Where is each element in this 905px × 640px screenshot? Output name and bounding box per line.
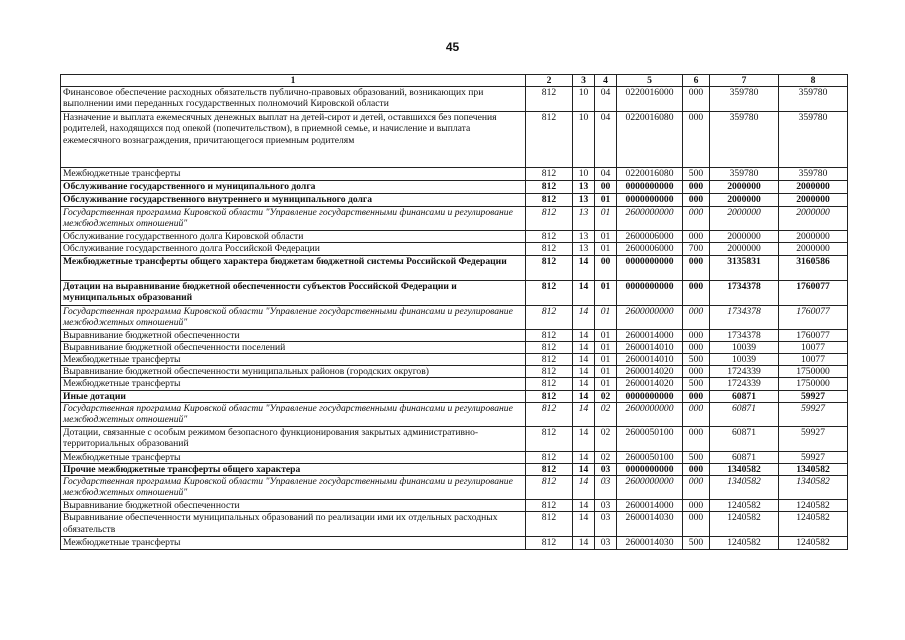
row-expense-type: 000 <box>683 207 710 231</box>
row-expense-type: 000 <box>683 181 710 194</box>
row-amount-year2: 59927 <box>779 426 848 451</box>
row-subsection: 01 <box>595 305 617 329</box>
row-target-item: 2600014020 <box>617 378 683 390</box>
row-expense-type: 000 <box>683 280 710 305</box>
row-amount-year1: 10039 <box>710 354 779 366</box>
header-col-4: 4 <box>595 75 617 87</box>
table-row <box>61 168 848 181</box>
row-amount-year1: 2000000 <box>710 181 779 194</box>
row-expense-type: 000 <box>683 512 710 537</box>
row-amount-year2: 359780 <box>779 168 848 181</box>
row-subsection: 04 <box>595 168 617 181</box>
row-admin-code: 812 <box>526 280 573 305</box>
row-target-item: 2600000000 <box>617 402 683 426</box>
table-row <box>61 537 848 549</box>
row-target-item: 2600014030 <box>617 512 683 537</box>
row-name: Межбюджетные трансферты <box>61 168 526 181</box>
budget-table <box>60 74 848 550</box>
row-admin-code: 812 <box>526 194 573 207</box>
row-admin-code: 812 <box>526 255 573 280</box>
row-amount-year2: 1760077 <box>779 329 848 341</box>
row-section: 13 <box>573 207 595 231</box>
row-amount-year1: 60871 <box>710 426 779 451</box>
row-target-item: 2600014030 <box>617 537 683 549</box>
table-row <box>61 354 848 366</box>
row-section: 14 <box>573 354 595 366</box>
row-name: Финансовое обеспечение расходных обязательств публично-правовых образований, возникающих при выполнении ими переданных государственных полномочий Кировской области <box>61 87 526 112</box>
header-col-2: 2 <box>526 75 573 87</box>
row-expense-type: 000 <box>683 329 710 341</box>
row-amount-year2: 1750000 <box>779 366 848 378</box>
table-row <box>61 280 848 305</box>
row-target-item: 2600014000 <box>617 500 683 512</box>
row-amount-year1: 1724339 <box>710 366 779 378</box>
row-amount-year1: 1240582 <box>710 500 779 512</box>
row-name: Обслуживание государственного и муниципального долга <box>61 181 526 194</box>
row-amount-year1: 1340582 <box>710 464 779 476</box>
row-target-item: 0220016080 <box>617 168 683 181</box>
table-row <box>61 366 848 378</box>
row-amount-year1: 359780 <box>710 112 779 168</box>
row-name: Государственная программа Кировской области "Управление государственными финансами и регулирование межбюджетных отношений" <box>61 402 526 426</box>
row-section: 14 <box>573 378 595 390</box>
table-row <box>61 255 848 280</box>
row-section: 13 <box>573 194 595 207</box>
row-amount-year2: 1340582 <box>779 476 848 500</box>
row-amount-year1: 1734378 <box>710 329 779 341</box>
row-admin-code: 812 <box>526 476 573 500</box>
table-row <box>61 231 848 243</box>
row-admin-code: 812 <box>526 426 573 451</box>
row-name: Государственная программа Кировской области "Управление государственными финансами и регулирование межбюджетных отношений" <box>61 305 526 329</box>
row-expense-type: 500 <box>683 537 710 549</box>
row-amount-year2: 1760077 <box>779 280 848 305</box>
row-amount-year1: 359780 <box>710 168 779 181</box>
row-expense-type: 000 <box>683 341 710 353</box>
row-amount-year2: 2000000 <box>779 194 848 207</box>
row-target-item: 2600000000 <box>617 476 683 500</box>
row-expense-type: 000 <box>683 305 710 329</box>
row-section: 10 <box>573 87 595 112</box>
row-name: Дотации, связанные с особым режимом безопасного функционирования закрытых административно-территориальных образований <box>61 426 526 451</box>
header-col-1: 1 <box>61 75 526 87</box>
row-admin-code: 812 <box>526 390 573 402</box>
header-col-3: 3 <box>573 75 595 87</box>
row-target-item: 2600050100 <box>617 451 683 463</box>
row-subsection: 02 <box>595 451 617 463</box>
row-section: 14 <box>573 512 595 537</box>
row-section: 14 <box>573 390 595 402</box>
page-number: 45 <box>445 40 460 54</box>
row-admin-code: 812 <box>526 464 573 476</box>
header-col-7: 7 <box>710 75 779 87</box>
row-subsection: 02 <box>595 426 617 451</box>
row-section: 14 <box>573 255 595 280</box>
row-name: Межбюджетные трансферты общего характера бюджетам бюджетной системы Российской Федерации <box>61 255 526 280</box>
row-amount-year1: 1724339 <box>710 378 779 390</box>
row-target-item: 0000000000 <box>617 255 683 280</box>
row-section: 14 <box>573 476 595 500</box>
row-name: Государственная программа Кировской области "Управление государственными финансами и регулирование межбюджетных отношений" <box>61 476 526 500</box>
row-target-item: 2600014010 <box>617 354 683 366</box>
table-row <box>61 390 848 402</box>
table-row <box>61 451 848 463</box>
row-target-item: 2600000000 <box>617 305 683 329</box>
row-target-item: 0000000000 <box>617 194 683 207</box>
table-row <box>61 378 848 390</box>
row-target-item: 2600006000 <box>617 231 683 243</box>
row-section: 14 <box>573 500 595 512</box>
row-amount-year2: 10077 <box>779 354 848 366</box>
row-amount-year1: 60871 <box>710 390 779 402</box>
row-expense-type: 000 <box>683 112 710 168</box>
row-admin-code: 812 <box>526 341 573 353</box>
header-col-6: 6 <box>683 75 710 87</box>
row-section: 14 <box>573 464 595 476</box>
table-row <box>61 512 848 537</box>
row-section: 14 <box>573 329 595 341</box>
row-expense-type: 000 <box>683 476 710 500</box>
row-amount-year2: 59927 <box>779 390 848 402</box>
row-subsection: 03 <box>595 537 617 549</box>
row-subsection: 01 <box>595 243 617 255</box>
row-target-item: 0000000000 <box>617 280 683 305</box>
row-expense-type: 700 <box>683 243 710 255</box>
row-admin-code: 812 <box>526 305 573 329</box>
row-subsection: 04 <box>595 87 617 112</box>
row-section: 13 <box>573 181 595 194</box>
row-subsection: 02 <box>595 402 617 426</box>
row-amount-year1: 2000000 <box>710 231 779 243</box>
row-target-item: 2600014000 <box>617 329 683 341</box>
row-amount-year2: 2000000 <box>779 243 848 255</box>
row-name: Обслуживание государственного долга Российской Федерации <box>61 243 526 255</box>
row-subsection: 03 <box>595 464 617 476</box>
row-name: Назначение и выплата ежемесячных денежных выплат на детей-сирот и детей, оставшихся без попечения родителей, находящихся под опекой (попечительством), в приемной семье, и начисление и выплата ежемесячного вознаграждения, причитающегося приемным родителям <box>61 112 526 168</box>
row-amount-year2: 1760077 <box>779 305 848 329</box>
row-amount-year1: 359780 <box>710 87 779 112</box>
row-amount-year1: 2000000 <box>710 194 779 207</box>
row-amount-year2: 2000000 <box>779 207 848 231</box>
row-section: 14 <box>573 426 595 451</box>
row-admin-code: 812 <box>526 378 573 390</box>
table-row <box>61 194 848 207</box>
row-amount-year1: 1240582 <box>710 537 779 549</box>
table-header-row <box>61 75 848 87</box>
row-expense-type: 500 <box>683 451 710 463</box>
row-admin-code: 812 <box>526 207 573 231</box>
row-amount-year1: 60871 <box>710 451 779 463</box>
table-row <box>61 500 848 512</box>
table-row <box>61 464 848 476</box>
row-expense-type: 000 <box>683 231 710 243</box>
row-amount-year1: 2000000 <box>710 243 779 255</box>
row-section: 14 <box>573 366 595 378</box>
row-section: 14 <box>573 305 595 329</box>
row-admin-code: 812 <box>526 366 573 378</box>
row-amount-year2: 1750000 <box>779 378 848 390</box>
table-row <box>61 426 848 451</box>
row-subsection: 00 <box>595 181 617 194</box>
table-row <box>61 341 848 353</box>
row-amount-year1: 1240582 <box>710 512 779 537</box>
row-admin-code: 812 <box>526 112 573 168</box>
row-name: Межбюджетные трансферты <box>61 451 526 463</box>
row-amount-year2: 1240582 <box>779 500 848 512</box>
row-name: Выравнивание бюджетной обеспеченности <box>61 329 526 341</box>
row-name: Выравнивание обеспеченности муниципальных образований по реализации ими их отдельных расходных обязательств <box>61 512 526 537</box>
row-section: 13 <box>573 231 595 243</box>
row-admin-code: 812 <box>526 87 573 112</box>
table-row <box>61 305 848 329</box>
row-subsection: 02 <box>595 390 617 402</box>
row-expense-type: 000 <box>683 500 710 512</box>
header-col-8: 8 <box>779 75 848 87</box>
row-amount-year2: 3160586 <box>779 255 848 280</box>
row-admin-code: 812 <box>526 512 573 537</box>
row-target-item: 2600050100 <box>617 426 683 451</box>
row-subsection: 03 <box>595 512 617 537</box>
row-amount-year2: 59927 <box>779 451 848 463</box>
row-amount-year1: 2000000 <box>710 207 779 231</box>
row-subsection: 00 <box>595 255 617 280</box>
row-amount-year1: 1340582 <box>710 476 779 500</box>
row-name: Обслуживание государственного внутреннего и муниципального долга <box>61 194 526 207</box>
row-amount-year2: 2000000 <box>779 231 848 243</box>
row-expense-type: 000 <box>683 426 710 451</box>
table-row <box>61 112 848 168</box>
row-subsection: 04 <box>595 112 617 168</box>
row-expense-type: 000 <box>683 194 710 207</box>
row-amount-year2: 359780 <box>779 87 848 112</box>
row-section: 13 <box>573 243 595 255</box>
row-amount-year1: 1734378 <box>710 305 779 329</box>
row-subsection: 03 <box>595 476 617 500</box>
header-col-5: 5 <box>617 75 683 87</box>
row-name: Межбюджетные трансферты <box>61 354 526 366</box>
row-subsection: 01 <box>595 378 617 390</box>
row-admin-code: 812 <box>526 243 573 255</box>
row-section: 14 <box>573 280 595 305</box>
row-name: Выравнивание бюджетной обеспеченности <box>61 500 526 512</box>
row-section: 10 <box>573 168 595 181</box>
table-row <box>61 207 848 231</box>
row-target-item: 2600014010 <box>617 341 683 353</box>
row-name: Межбюджетные трансферты <box>61 537 526 549</box>
table-row <box>61 329 848 341</box>
row-name: Обслуживание государственного долга Кировской области <box>61 231 526 243</box>
row-name: Выравнивание бюджетной обеспеченности муниципальных районов (городских округов) <box>61 366 526 378</box>
row-admin-code: 812 <box>526 402 573 426</box>
row-subsection: 01 <box>595 231 617 243</box>
row-target-item: 2600006000 <box>617 243 683 255</box>
row-name: Государственная программа Кировской области "Управление государственными финансами и регулирование межбюджетных отношений" <box>61 207 526 231</box>
row-amount-year2: 1340582 <box>779 464 848 476</box>
table-row <box>61 243 848 255</box>
row-amount-year2: 59927 <box>779 402 848 426</box>
row-name: Выравнивание бюджетной обеспеченности поселений <box>61 341 526 353</box>
row-amount-year2: 2000000 <box>779 181 848 194</box>
row-expense-type: 000 <box>683 464 710 476</box>
row-admin-code: 812 <box>526 231 573 243</box>
row-subsection: 01 <box>595 207 617 231</box>
row-amount-year2: 1240582 <box>779 512 848 537</box>
row-subsection: 01 <box>595 329 617 341</box>
row-expense-type: 000 <box>683 366 710 378</box>
row-target-item: 0000000000 <box>617 181 683 194</box>
row-subsection: 01 <box>595 280 617 305</box>
table-row <box>61 87 848 112</box>
row-subsection: 03 <box>595 500 617 512</box>
row-target-item: 0000000000 <box>617 464 683 476</box>
row-amount-year1: 60871 <box>710 402 779 426</box>
row-section: 14 <box>573 537 595 549</box>
row-target-item: 2600014020 <box>617 366 683 378</box>
row-admin-code: 812 <box>526 451 573 463</box>
row-expense-type: 000 <box>683 87 710 112</box>
row-expense-type: 000 <box>683 255 710 280</box>
row-admin-code: 812 <box>526 537 573 549</box>
row-name: Межбюджетные трансферты <box>61 378 526 390</box>
row-target-item: 0220016000 <box>617 87 683 112</box>
row-subsection: 01 <box>595 354 617 366</box>
row-section: 14 <box>573 451 595 463</box>
row-section: 14 <box>573 341 595 353</box>
row-target-item: 0000000000 <box>617 390 683 402</box>
row-expense-type: 000 <box>683 390 710 402</box>
table-row <box>61 402 848 426</box>
row-target-item: 2600000000 <box>617 207 683 231</box>
table-row <box>61 181 848 194</box>
row-subsection: 01 <box>595 341 617 353</box>
row-amount-year2: 359780 <box>779 112 848 168</box>
row-expense-type: 000 <box>683 402 710 426</box>
row-expense-type: 500 <box>683 168 710 181</box>
row-amount-year1: 1734378 <box>710 280 779 305</box>
row-amount-year1: 3135831 <box>710 255 779 280</box>
row-section: 14 <box>573 402 595 426</box>
row-admin-code: 812 <box>526 500 573 512</box>
row-amount-year1: 10039 <box>710 341 779 353</box>
row-name: Прочие межбюджетные трансферты общего характера <box>61 464 526 476</box>
row-section: 10 <box>573 112 595 168</box>
row-subsection: 01 <box>595 194 617 207</box>
row-subsection: 01 <box>595 366 617 378</box>
row-name: Дотации на выравнивание бюджетной обеспеченности субъектов Российской Федерации и муниципальных образований <box>61 280 526 305</box>
row-amount-year2: 10077 <box>779 341 848 353</box>
row-admin-code: 812 <box>526 181 573 194</box>
row-admin-code: 812 <box>526 329 573 341</box>
row-name: Иные дотации <box>61 390 526 402</box>
row-amount-year2: 1240582 <box>779 537 848 549</box>
row-admin-code: 812 <box>526 354 573 366</box>
row-target-item: 0220016080 <box>617 112 683 168</box>
row-expense-type: 500 <box>683 378 710 390</box>
row-expense-type: 500 <box>683 354 710 366</box>
table-row <box>61 476 848 500</box>
row-admin-code: 812 <box>526 168 573 181</box>
table-body <box>61 87 848 549</box>
